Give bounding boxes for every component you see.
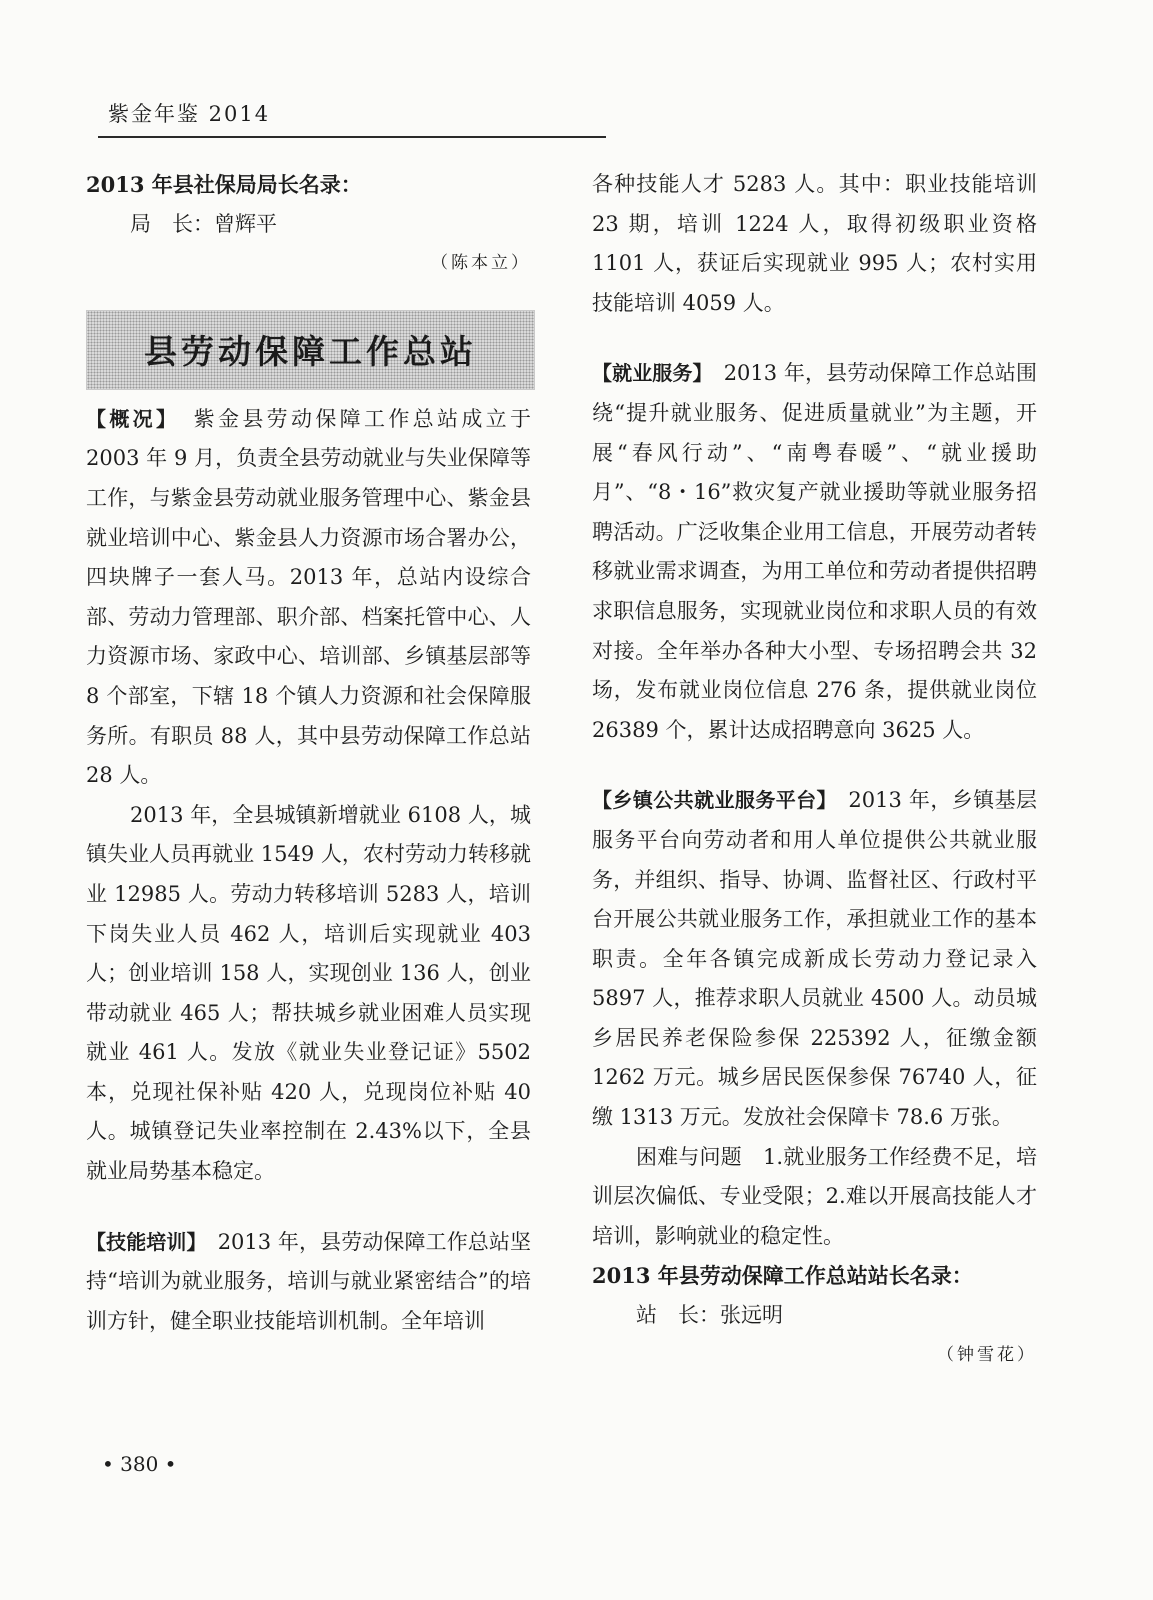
overview-text: 紫金县劳动保障工作总站成立于 2003 年 9 月，负责全县劳动就业与失业保障等工作，与紫金县劳动就业服务管理中心、紫金县就业培训中心、紫金县人力资源市场合署办公，四块牌子一套人马。2013 年，总站内设综合部、劳动力管理部、职介部、档案托管中心、人力资源市场、家政中心、培训部、乡镇基层部等 8 个部室，下辖 18 个镇人力资源和社会保障服务所。有职员 88 人，其中县劳动保障工作总站 28 人。 bbox=[86, 406, 532, 788]
director-line: 局 长：曾辉平 bbox=[130, 211, 277, 236]
right-column bbox=[592, 165, 1037, 1375]
skills-continued: 各种技能人才 5283 人。其中：职业技能培训 23 期，培训 1224 人，取得初级职业资格 1101 人，获证后实现就业 995 人；农村实用技能培训 4059 人。 bbox=[592, 172, 1037, 315]
service-tag: 【就业服务】 bbox=[592, 361, 703, 386]
service-paragraph bbox=[592, 354, 1037, 750]
stationmaster-heading: 2013 年县劳动保障工作总站站长名录： bbox=[592, 1263, 973, 1289]
platform-tag: 【乡镇公共就业服务平台】 bbox=[592, 788, 827, 813]
author-credit-2: （钟雪花） bbox=[937, 1344, 1037, 1365]
problems-paragraph bbox=[592, 1138, 1037, 1257]
problems-label: 困难与问题 bbox=[636, 1144, 742, 1169]
section-title-box bbox=[86, 310, 535, 390]
employment-paragraph: 2013 年，全县城镇新增就业 6108 人，城镇失业人员再就业 1549 人，农村劳动力转移就业 12985 人。劳动力转移培训 5283 人，培训下岗失业人员 462 人，培训后实现就业 403 人；创业培训 158 人，实现创业 136 人，创业带动就业 465 人；帮扶城乡就业困难人员实现就业 461 人。发放《就业失业登记证》5502 本，兑现社保补贴 420 人，兑现岗位补贴 40 人。城镇登记失业率控制在 2.43%以下，全县就业局势基本稳定。 bbox=[86, 802, 531, 1184]
stationmaster-line: 站 长：张远明 bbox=[636, 1303, 783, 1328]
page-number: • 380 • bbox=[102, 1452, 177, 1476]
overview-tag: 【概况】 bbox=[86, 406, 170, 431]
running-header: 紫金年鉴 2014 bbox=[108, 102, 271, 126]
problems-text: 1.就业服务工作经费不足，培训层次偏低、专业受限；2.难以开展高技能人才培训，影响就业的稳定性。 bbox=[592, 1144, 1037, 1248]
section-title: 县劳动保障工作总站 bbox=[144, 332, 477, 372]
skills-text: 2013 年，县劳动保障工作总站坚持“培训为就业服务，培训与就业紧密结合”的培训方针，健全职业技能培训机制。全年培训 bbox=[86, 1229, 531, 1333]
directors-heading: 2013 年县社保局局长名录： bbox=[86, 172, 362, 197]
platform-paragraph bbox=[592, 781, 1037, 1137]
skills-tag: 【技能培训】 bbox=[86, 1229, 197, 1254]
service-text: 2013 年，县劳动保障工作总站围绕“提升就业服务、促进质量就业”为主题，开展“春风行动”、“南粤春暖”、“就业援助月”、“8・16”救灾复产就业援助等就业服务招聘活动。广泛收集企业用工信息，开展劳动者转移就业需求调查，为用工单位和劳动者提供招聘求职信息服务，实现就业岗位和求职人员的有效对接。全年举办各种大小型、专场招聘会共 32 场，发布就业岗位信息 276 条，提供就业岗位 26389 个，累计达成招聘意向 3625 人。 bbox=[592, 361, 1037, 742]
header-rule bbox=[98, 136, 606, 138]
left-column bbox=[86, 165, 531, 1341]
author-credit: （陈本立） bbox=[431, 253, 531, 274]
overview-paragraph bbox=[86, 400, 531, 796]
skills-paragraph bbox=[86, 1223, 531, 1342]
platform-text: 2013 年，乡镇基层服务平台向劳动者和用人单位提供公共就业服务，并组织、指导、协调、监督社区、行政村平台开展公共就业服务工作，承担就业工作的基本职责。全年各镇完成新成长劳动力登记录入 5897 人，推荐求职人员就业 4500 人。动员城乡居民养老保险参保 225392 人，征缴金额 1262 万元。城乡居民医保参保 76740 人，征缴 1313 万元。发放社会保障卡 78.6 万张。 bbox=[592, 788, 1038, 1130]
